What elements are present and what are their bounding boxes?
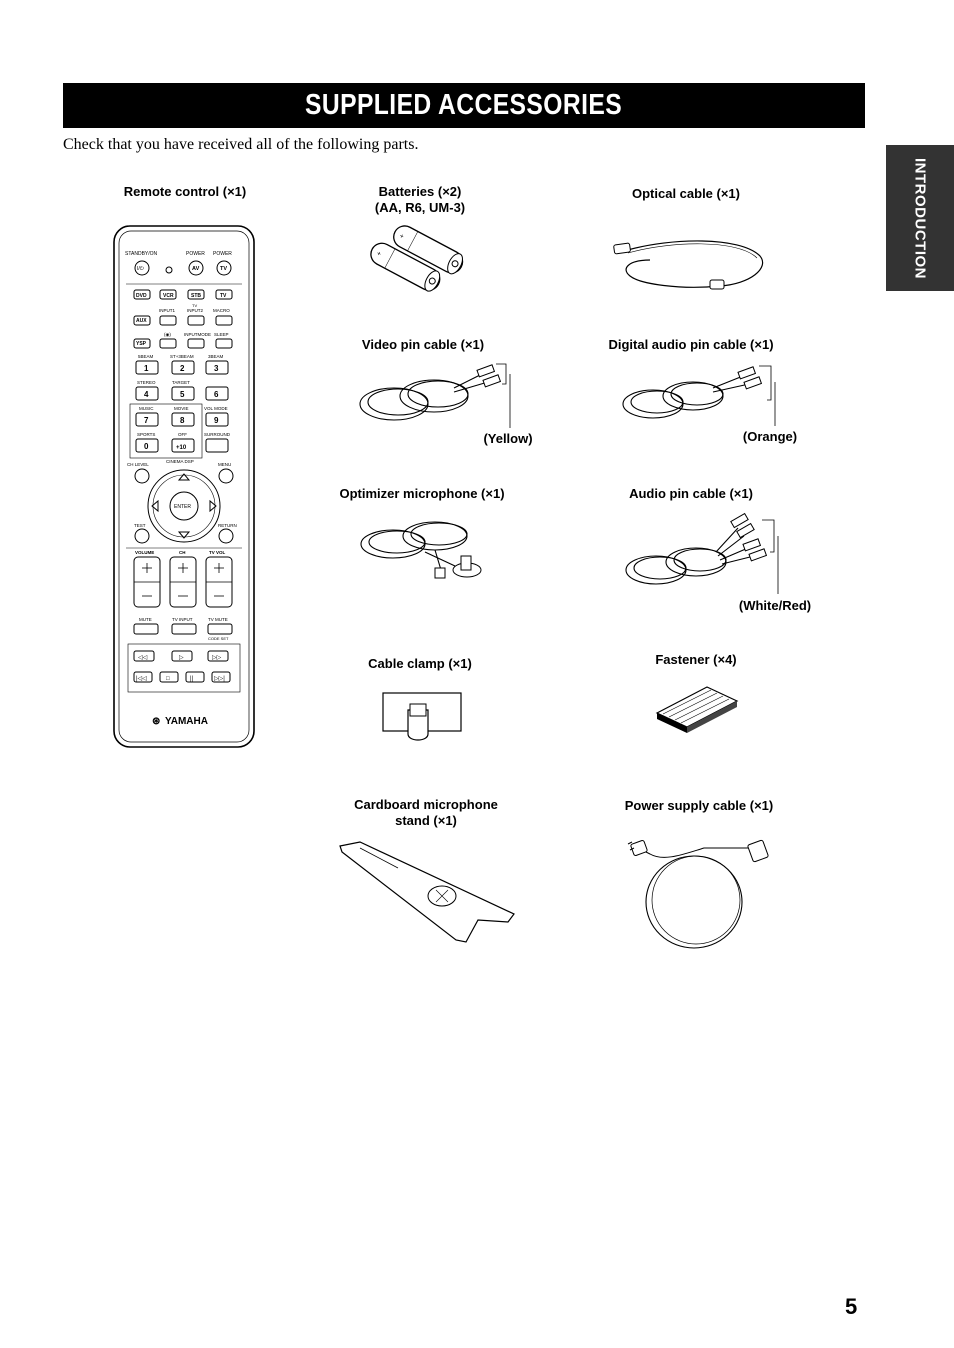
- remote-brand-text: YAMAHA: [165, 716, 208, 727]
- remote-stereo-text: STEREO: [137, 380, 156, 385]
- remote-volume-text: VOLUME: [135, 550, 155, 555]
- cable-clamp-illustration: [380, 690, 465, 745]
- digital-pin-label: Digital audio pin cable (×1): [608, 337, 774, 352]
- remote-key-8: 8: [180, 416, 185, 425]
- svg-text:+: +: [397, 232, 405, 241]
- remote-key-7: 7: [144, 416, 149, 425]
- remote-test-text: TEST: [134, 523, 146, 528]
- remote-mute-text: MUTE: [139, 617, 152, 622]
- remote-macro-text: MACRO: [213, 308, 230, 313]
- remote-sleep-text: SLEEP: [214, 332, 229, 337]
- remote-tv-text: TV: [220, 266, 228, 272]
- fastener-illustration: [655, 683, 740, 735]
- svg-text:◁◁: ◁◁: [138, 655, 148, 661]
- remote-inputmode-text: INPUTMODE: [184, 332, 211, 337]
- remote-tvinput-text: TV INPUT: [172, 617, 193, 622]
- remote-codeset-text: CODE SET: [208, 636, 229, 641]
- remote-tv-small-text: TV: [192, 303, 198, 308]
- svg-text:||: ||: [190, 676, 194, 682]
- fastener-label: Fastener (×4): [655, 652, 737, 667]
- audio-pin-cable-illustration: [620, 512, 785, 594]
- svg-text:+: +: [375, 250, 383, 259]
- section-tab: [886, 145, 954, 291]
- remote-standby-text: STANDBY/ON: [125, 251, 158, 257]
- optimizer-microphone-illustration: [355, 512, 490, 584]
- remote-key-9: 9: [214, 416, 219, 425]
- digital-color-label: (Orange): [742, 429, 798, 444]
- stand-label: Cardboard microphone: [354, 797, 498, 812]
- remote-tvvol-text: TV VOL: [209, 550, 226, 555]
- svg-text:▷: ▷: [179, 655, 184, 661]
- remote-key-1: 1: [144, 364, 149, 373]
- remote-power2-text: POWER: [213, 251, 232, 257]
- batteries-spec-label: (AA, R6, UM-3): [374, 200, 466, 215]
- power-cable-illustration: [624, 834, 772, 952]
- remote-off-text: OFF: [178, 432, 187, 437]
- audio-pin-label: Audio pin cable (×1): [629, 486, 753, 501]
- remote-tvmute-text: TV MUTE: [208, 617, 228, 622]
- remote-vcr-text: VCR: [163, 293, 174, 299]
- power-label: Power supply cable (×1): [624, 798, 774, 813]
- svg-text:|◁◁: |◁◁: [136, 676, 147, 682]
- svg-text:▷▷: ▷▷: [212, 655, 222, 661]
- svg-text:⊛: ⊛: [152, 716, 161, 727]
- video-pin-label: Video pin cable (×1): [361, 337, 485, 352]
- remote-3beam-text: 3BEAM: [208, 354, 224, 359]
- remote-ch-text: CH: [179, 550, 186, 555]
- remote-music-text: MUSIC: [139, 406, 154, 411]
- remote-movie-text: MOVIE: [174, 406, 189, 411]
- remote-key-4: 4: [144, 390, 149, 399]
- svg-text:□: □: [166, 676, 170, 682]
- svg-text:▷▷|: ▷▷|: [214, 676, 225, 682]
- video-color-label: (Yellow): [483, 431, 533, 446]
- remote-input1-text: INPUT1: [159, 308, 176, 313]
- digital-pin-cable-illustration: [617, 362, 782, 427]
- stand-label-2: stand (×1): [395, 813, 457, 828]
- intro-text: Check that you have received all of the following parts.: [63, 136, 419, 153]
- section-tab-label: INTRODUCTION: [911, 157, 929, 279]
- remote-label: Remote control (×1): [123, 184, 247, 199]
- remote-input2-text: INPUT2: [187, 308, 204, 313]
- remote-dvd-text: DVD: [136, 293, 147, 299]
- remote-key-5: 5: [180, 390, 185, 399]
- optimizer-label: Optimizer microphone (×1): [339, 486, 505, 501]
- svg-text:I/⏻: I/⏻: [137, 266, 144, 272]
- clamp-label: Cable clamp (×1): [368, 656, 472, 671]
- optical-cable-illustration: [610, 232, 770, 296]
- video-pin-cable-illustration: [354, 360, 514, 430]
- remote-tv2-text: TV: [220, 293, 227, 299]
- remote-target-text: TARGET: [172, 380, 190, 385]
- remote-stb-text: STB: [191, 293, 201, 299]
- remote-key-10: +10: [176, 445, 187, 451]
- svg-text:(◉): (◉): [164, 332, 171, 337]
- batteries-label: Batteries (×2): [378, 184, 462, 199]
- remote-control-illustration: [112, 224, 256, 750]
- page-number: 5: [845, 1294, 858, 1319]
- remote-surround-text: SURROUND: [204, 432, 231, 437]
- remote-ch-level-text: CH LEVEL: [127, 462, 149, 467]
- remote-menu-text: MENU: [218, 462, 232, 467]
- batteries-illustration: [362, 225, 477, 305]
- remote-av-text: AV: [192, 266, 200, 272]
- remote-cinema-dsp-text: CINEMA DSP: [166, 459, 194, 464]
- remote-aux-text: AUX: [136, 318, 147, 324]
- page-title-text: SUPPLIED ACCESSORIES: [305, 89, 623, 121]
- optical-label: Optical cable (×1): [631, 186, 740, 201]
- remote-power-text: POWER: [186, 251, 205, 257]
- remote-st3beam-text: ST+3BEAM: [170, 354, 194, 359]
- remote-sports-text: SPORTS: [137, 432, 156, 437]
- remote-key-6: 6: [214, 390, 219, 399]
- remote-key-2: 2: [180, 364, 185, 373]
- remote-key-0: 0: [144, 442, 149, 451]
- remote-volmode-text: VOL MODE: [204, 406, 228, 411]
- microphone-stand-illustration: [338, 838, 518, 950]
- remote-ysp-text: YSP: [136, 341, 147, 347]
- remote-enter-text: ENTER: [174, 504, 191, 510]
- remote-return-text: RETURN: [218, 523, 237, 528]
- audio-color-label: (White/Red): [738, 598, 812, 613]
- page-title: [63, 83, 865, 128]
- remote-5beam-text: 5BEAM: [138, 354, 154, 359]
- remote-key-3: 3: [214, 364, 219, 373]
